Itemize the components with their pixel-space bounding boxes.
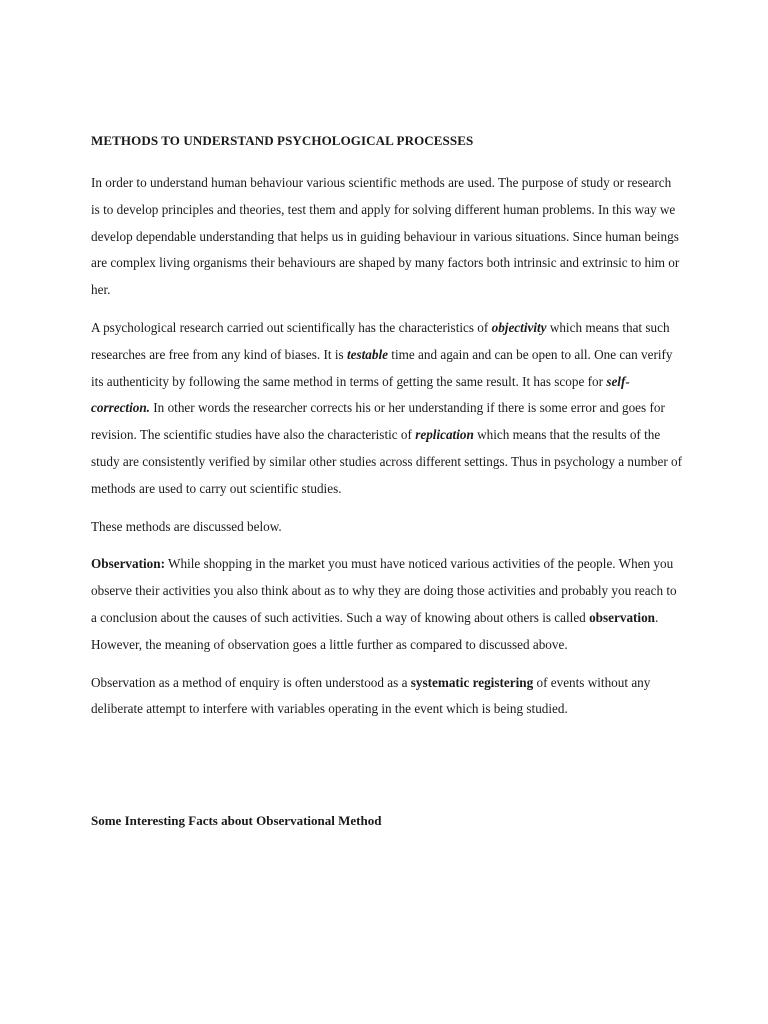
- paragraph-observation: [91, 551, 683, 658]
- paragraph-characteristics: [91, 315, 683, 503]
- text-segment: time and again and can be open to all. One can verify its authenticity by following the same method in terms of getting the same result. It has scope for: [91, 346, 673, 389]
- text-segment: which means that the results of the study are consistently verified by similar other studies across different settings. Thus in psychology a number of methods are used to carry out scientific studies.: [91, 427, 683, 496]
- text-segment: Observation as a method of enquiry is often understood as a: [91, 674, 411, 690]
- keyword-replication: replication: [415, 427, 474, 443]
- paragraph-intro: [91, 170, 683, 304]
- paragraph-observation-definition: [91, 670, 683, 724]
- document-title: METHODS TO UNDERSTAND PSYCHOLOGICAL PROCESSES: [91, 133, 474, 148]
- text-segment: . However, the meaning of observation goes a little further as compared to discussed above.: [91, 609, 659, 652]
- paragraph-methods-intro: [91, 514, 683, 541]
- paragraph-methods-intro-text: These methods are discussed below.: [91, 518, 282, 534]
- keyword-self-correction: self-correction.: [91, 373, 630, 416]
- keyword-systematic-registering: systematic registering: [410, 674, 534, 690]
- document-page: [91, 128, 683, 834]
- paragraph-intro-text: In order to understand human behaviour various scientific methods are used. The purpose of study or research is to develop principles and theories, test them and apply for solving different human problems. In this way we develop dependable understanding that helps us in guiding behaviour in various situations. Since human beings are complex living organisms their behaviours are shaped by many factors both intrinsic and extrinsic to him or her.: [91, 175, 680, 298]
- text-segment: which means that such researches are free from any kind of biases. It is: [91, 319, 670, 362]
- blank-space: [91, 734, 683, 808]
- text-segment: A psychological research carried out scientifically has the characteristics of: [91, 319, 492, 335]
- keyword-objectivity: objectivity: [491, 319, 547, 335]
- keyword-observation: observation: [589, 609, 656, 625]
- section-subheading: Some Interesting Facts about Observational Method: [91, 813, 382, 829]
- text-segment: of events without any deliberate attempt to interfere with variables operating in the event which is being studied.: [91, 674, 651, 717]
- text-segment: While shopping in the market you must have noticed various activities of the people. When you observe their activities you also think about as to why they are doing those activities and probably you reach to a conclusion about the causes of such activities. Such a way of knowing about others is called: [91, 556, 677, 625]
- text-segment: In other words the researcher corrects his or her understanding if there is some error and goes for revision. The scientific studies have also the characteristic of: [91, 400, 665, 443]
- label-observation: Observation:: [91, 556, 165, 572]
- keyword-testable: testable: [346, 346, 388, 362]
